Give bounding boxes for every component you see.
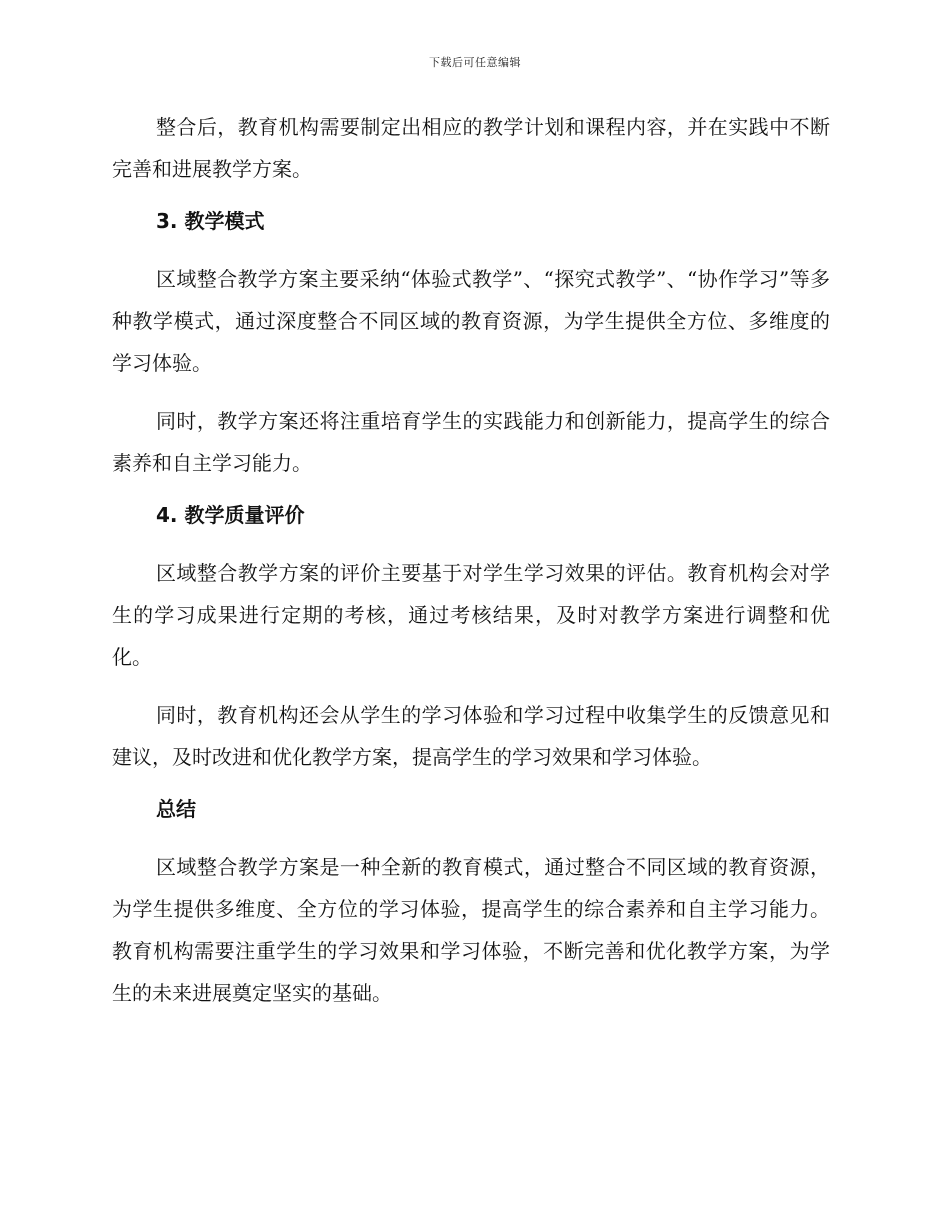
paragraph-practice-ability: 同时，教学方案还将注重培育学生的实践能力和创新能力，提高学生的综合素养和自主学习能力。 (112, 409, 830, 475)
paragraph-teaching-modes: 区域整合教学方案主要采纳“体验式教学”、“探究式教学”、“协作学习”等多种教学模式，通过深度整合不同区域的教育资源，为学生提供全方位、多维度的学习体验。 (112, 267, 830, 375)
paragraph-evaluation-basis: 区域整合教学方案的评价主要基于对学生学习效果的评估。教育机构会对学生的学习成果进行定期的考核，通过考核结果，及时对教学方案进行调整和优化。 (112, 561, 830, 669)
heading-teaching-mode: 3. 教学模式 (156, 209, 265, 233)
header-note: 下载后可任意编辑 (429, 56, 521, 69)
paragraph-feedback: 同时，教育机构还会从学生的学习体验和学习过程中收集学生的反馈意见和建议，及时改进和优化教学方案，提高学生的学习效果和学习体验。 (112, 703, 830, 769)
heading-quality-evaluation: 4. 教学质量评价 (156, 503, 305, 527)
paragraph-integration-plan: 整合后，教育机构需要制定出相应的教学计划和课程内容，并在实践中不断完善和进展教学方案。 (112, 115, 830, 181)
paragraph-summary: 区域整合教学方案是一种全新的教育模式，通过整合不同区域的教育资源，为学生提供多维度、全方位的学习体验，提高学生的综合素养和自主学习能力。教育机构需要注重学生的学习效果和学习体验，不断完善和优化教学方案，为学生的未来进展奠定坚实的基础。 (112, 855, 830, 1005)
document-body (112, 106, 830, 1030)
heading-summary: 总结 (156, 797, 196, 821)
